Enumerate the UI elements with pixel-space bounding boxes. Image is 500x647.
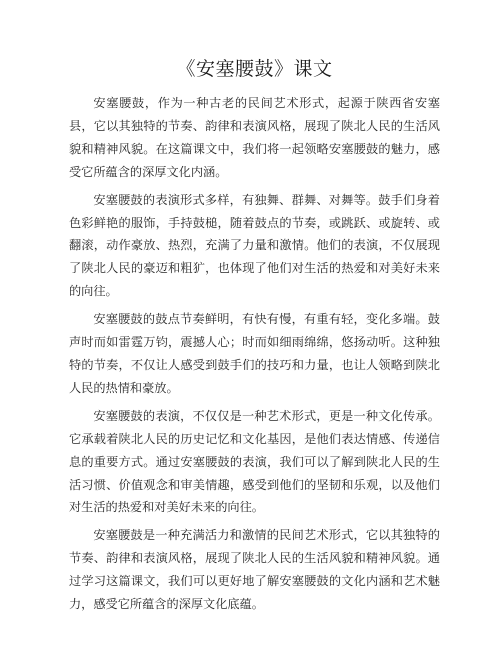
paragraph-4: 安塞腰鼓的表演，不仅仅是一种艺术形式，更是一种文化传承。它承载着陕北人民的历史记忆和文化基因，是他们表达情感、传递信息的重要方式。通过安塞腰鼓的表演，我们可以了解到陕北人民的生活习惯、价值观念和审美情趣，感受到他们的坚韧和乐观，以及他们对生活的热爱和对美好未来的向往。 <box>69 408 440 515</box>
paragraph-1: 安塞腰鼓，作为一种古老的民间艺术形式，起源于陕西省安塞县，它以其独特的节奏、韵律和表演风格，展现了陕北人民的生活风貌和精神风貌。在这篇课文中，我们将一起领略安塞腰鼓的魅力，感受它所蕴含的深厚文化内涵。 <box>69 96 440 179</box>
paragraph-5: 安塞腰鼓是一种充满活力和激情的民间艺术形式，它以其独特的节奏、韵律和表演风格，展现了陕北人民的生活风貌和精神风貌。通过学习这篇课文，我们可以更好地了解安塞腰鼓的文化内涵和艺术魅力，感受它所蕴含的深厚文化底蕴。 <box>69 528 440 612</box>
document-title: 《安塞腰鼓》课文 <box>176 58 333 80</box>
paragraph-3: 安塞腰鼓的鼓点节奏鲜明，有快有慢，有重有轻，变化多端。鼓声时而如雷霆万钧，震撼人心；时而如细雨绵绵，悠扬动听。这种独特的节奏，不仅让人感受到鼓手们的技巧和力量，也让人领略到陕北人民的热情和豪放。 <box>69 312 440 395</box>
paragraph-2: 安塞腰鼓的表演形式多样，有独舞、群舞、对舞等。鼓手们身着色彩鲜艳的服饰，手持鼓槌，随着鼓点的节奏，或跳跃、或旋转、或翻滚，动作豪放、热烈，充满了力量和激情。他们的表演，不仅展现了陕北人民的豪迈和粗犷，也体现了他们对生活的热爱和对美好未来的向往。 <box>69 192 440 299</box>
